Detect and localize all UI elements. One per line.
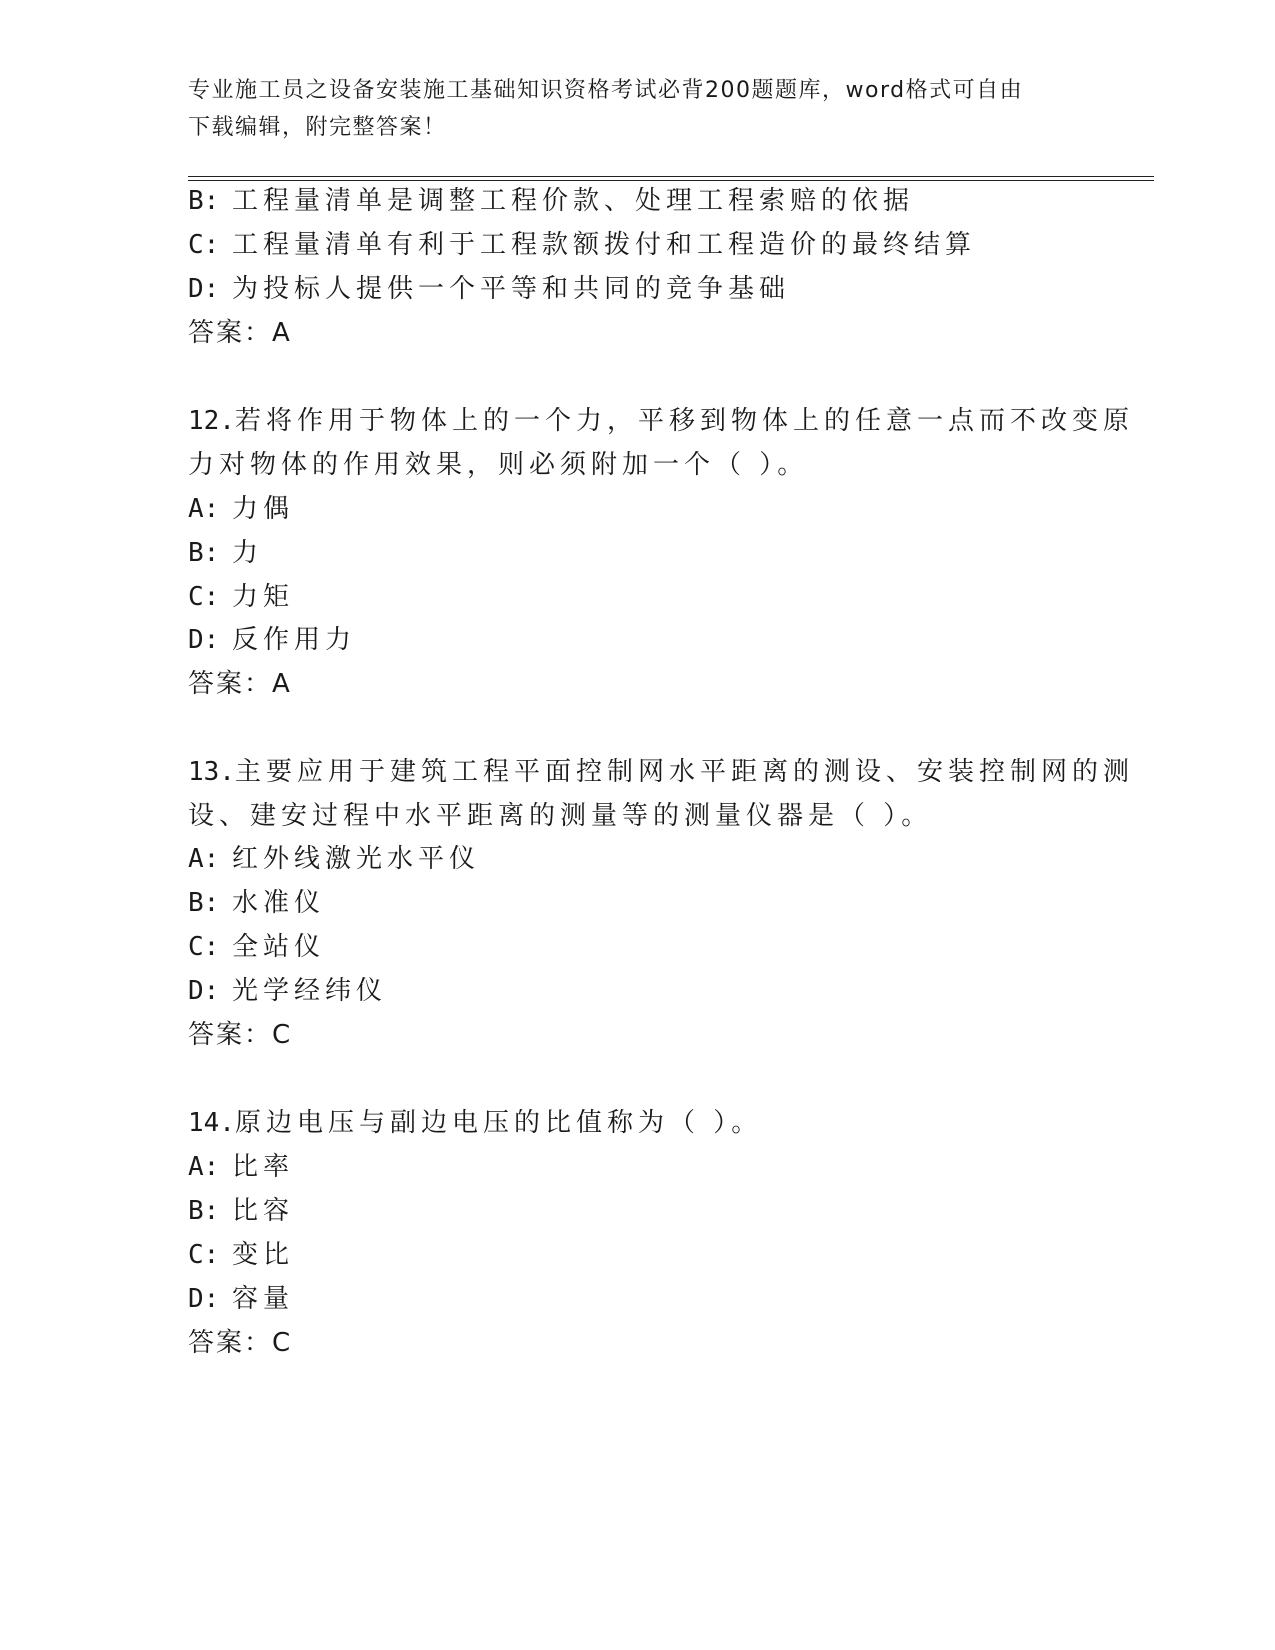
q13-stem-line-2: 设、建安过程中水平距离的测量等的测量仪器是（ ）。 [188, 801, 933, 831]
q11-option-c [188, 228, 976, 262]
option-text: 比率 [232, 1152, 295, 1182]
option-label: A: [188, 844, 220, 874]
q13-option-a [188, 842, 480, 876]
q13-stem-line-1 [188, 755, 1134, 789]
option-text: 变比 [232, 1240, 295, 1270]
q11-option-d [188, 272, 790, 306]
q13-option-c [188, 930, 325, 964]
option-label: A: [188, 494, 220, 524]
q14-answer: 答案：C [188, 1328, 293, 1358]
option-text: 比容 [232, 1196, 295, 1226]
q12-option-a [188, 492, 294, 526]
question-number: 14. [188, 1108, 235, 1138]
q12-option-b [188, 536, 263, 570]
option-label: B: [188, 1196, 220, 1226]
option-text: 红外线激光水平仪 [232, 844, 481, 874]
option-text: 容量 [232, 1284, 295, 1314]
q12-stem-line-2: 力对物体的作用效果，则必须附加一个（ ）。 [188, 450, 809, 480]
q14-option-b [188, 1194, 294, 1228]
option-text: 力矩 [232, 582, 295, 612]
option-text: 力 [232, 538, 264, 568]
q12-answer: 答案：A [188, 669, 292, 699]
q11-option-b [188, 184, 914, 218]
q12-option-d [188, 623, 356, 657]
q11-answer: 答案：A [188, 318, 292, 348]
option-label: B: [188, 538, 220, 568]
option-text: 水准仪 [232, 888, 326, 918]
q12-stem-line-1 [188, 404, 1134, 438]
option-label: D: [188, 625, 220, 655]
q14-stem-line-1 [188, 1106, 762, 1140]
question-stem: 主要应用于建筑工程平面控制网水平距离的测设、安装控制网的测 [234, 757, 1134, 787]
option-label: C: [188, 582, 220, 612]
option-label: C: [188, 230, 220, 260]
option-text: 全站仪 [232, 932, 326, 962]
page-header [188, 72, 1088, 146]
option-text: 工程量清单有利于工程款额拨付和工程造价的最终结算 [232, 230, 977, 260]
q14-option-a [188, 1150, 294, 1184]
option-text: 工程量清单是调整工程价款、处理工程索赔的依据 [232, 186, 915, 216]
q12-option-c [188, 580, 294, 614]
q13-option-b [188, 886, 325, 920]
option-label: D: [188, 1284, 220, 1314]
option-label: C: [188, 932, 220, 962]
option-label: B: [188, 186, 220, 216]
option-label: A: [188, 1152, 220, 1182]
question-stem: 原边电压与副边电压的比值称为（ ）。 [234, 1108, 763, 1138]
q13-option-d [188, 974, 387, 1008]
option-text: 反作用力 [232, 625, 357, 655]
q14-option-c [188, 1238, 294, 1272]
q13-answer: 答案：C [188, 1020, 293, 1050]
option-label: D: [188, 274, 220, 304]
option-text: 力偶 [232, 494, 295, 524]
q14-option-d [188, 1282, 294, 1316]
option-label: D: [188, 976, 220, 1006]
question-number: 13. [188, 757, 235, 787]
header-line-1: 专业施工员之设备安装施工基础知识资格考试必背200题题库，word格式可自由 [188, 78, 1024, 103]
option-label: C: [188, 1240, 220, 1270]
question-stem: 若将作用于物体上的一个力，平移到物体上的任意一点而不改变原 [234, 406, 1134, 436]
option-text: 光学经纬仪 [232, 976, 388, 1006]
option-text: 为投标人提供一个平等和共同的竞争基础 [232, 274, 791, 304]
option-label: B: [188, 888, 220, 918]
header-double-rule [188, 176, 1154, 181]
header-line-2: 下载编辑，附完整答案！ [188, 115, 447, 140]
question-number: 12. [188, 406, 235, 436]
